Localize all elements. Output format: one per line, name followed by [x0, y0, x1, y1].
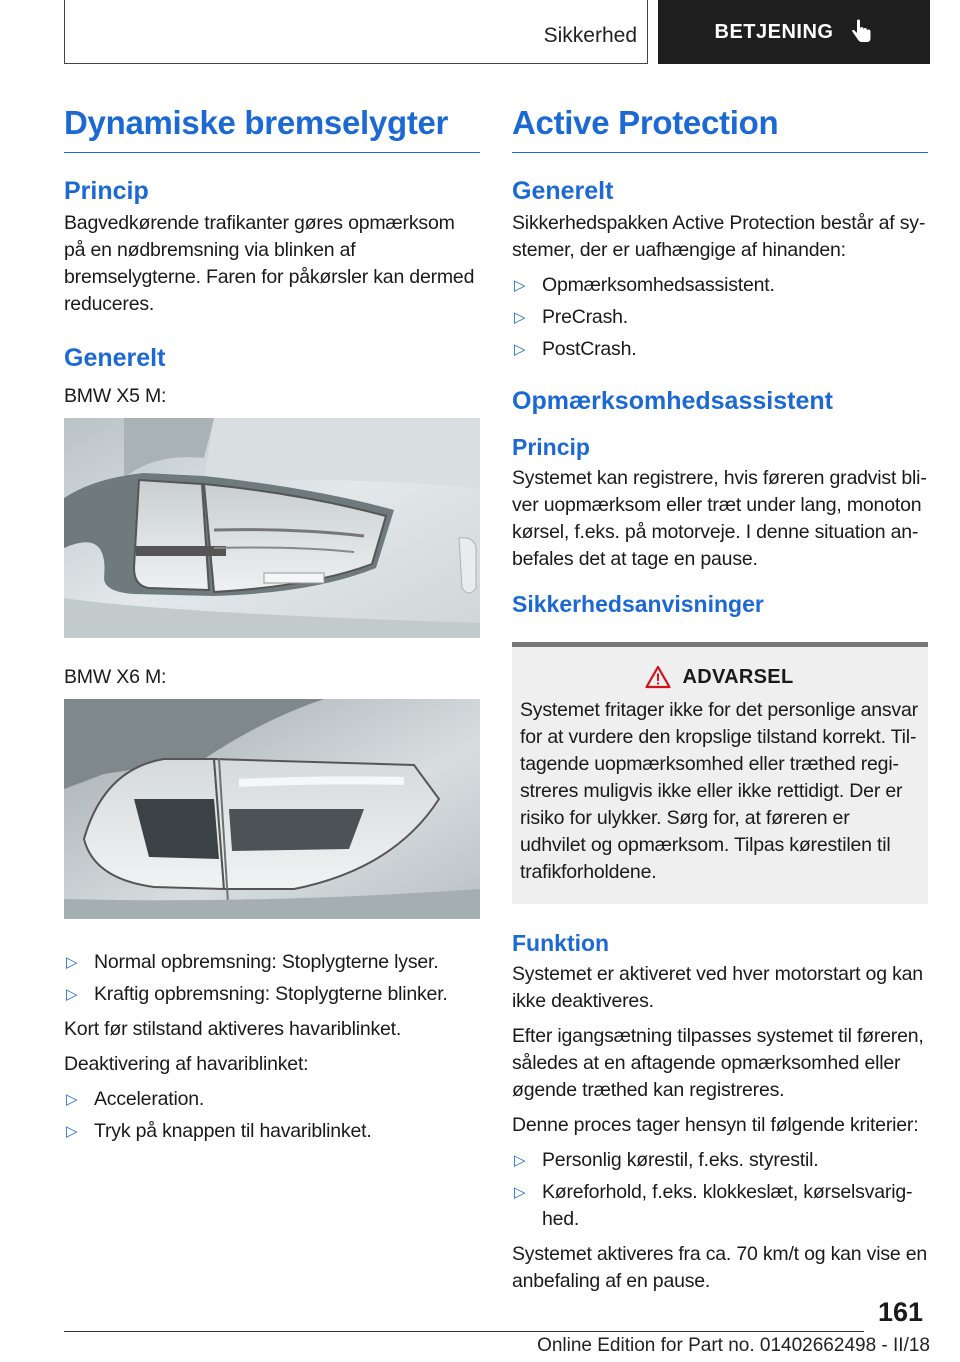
chapter-tab	[658, 0, 930, 64]
list-item: ▷ Kraftig opbremsning: Stoplygterne blinker.	[64, 981, 480, 1008]
x6-label: BMW X6 M:	[64, 666, 167, 688]
ap-systems-list	[512, 272, 928, 363]
page-header	[64, 0, 930, 64]
funktion-text-4: Systemet aktiveres fra ca. 70 km/t og kan vise en anbefaling af en pause.	[512, 1243, 928, 1292]
triangle-bullet-icon: ▷	[66, 954, 78, 971]
heading-funktion: Funktion	[512, 930, 610, 956]
section-tab	[64, 0, 648, 64]
page-number: 161	[878, 1297, 924, 1327]
triangle-bullet-icon: ▷	[514, 1184, 526, 1201]
criteria-list	[512, 1147, 928, 1233]
triangle-bullet-icon: ▷	[66, 1091, 78, 1108]
list-item: ▷ Acceleration.	[64, 1086, 480, 1113]
deactivation-list	[64, 1086, 480, 1145]
list-item: ▷ Tryk på knappen til havariblinket.	[64, 1118, 480, 1145]
triangle-bullet-icon: ▷	[514, 309, 526, 326]
heading-generelt: Generelt	[64, 344, 166, 372]
heading-princip-assistent: Princip	[512, 434, 590, 460]
funktion-text-3: Denne proces tager hensyn til følgende kriterier:	[512, 1114, 919, 1136]
list-item: ▷ Opmærksomhedsassistent.	[512, 272, 928, 299]
section-title: Sikkerhed	[543, 24, 637, 47]
funktion-text-2: Efter igangsætning tilpasses systemet til føreren, således at en aftagende opmærksomhed eller øgende træthed kan registreres.	[512, 1025, 924, 1101]
x5-taillight-image	[64, 418, 480, 638]
funktion-text-1: Systemet er aktiveret ved hver motorstart og kan ikke deaktiveres.	[512, 963, 923, 1012]
x5-label: BMW X5 M:	[64, 385, 167, 407]
list-item: ▷ PostCrash.	[512, 336, 928, 363]
edition-text: Online Edition for Part no. 01402662498 - II/18	[537, 1335, 930, 1356]
footer-divider	[64, 1331, 864, 1332]
triangle-bullet-icon: ▷	[514, 1152, 526, 1169]
hand-pointer-icon	[851, 19, 873, 45]
princip-text: Bagvedkørende trafikanter gøres opmærksom på en nødbremsning via blinken af bremselygterne. Faren for påkørsler kan dermed reduceres.	[64, 212, 475, 315]
triangle-bullet-icon: ▷	[514, 341, 526, 358]
hazard-activation-text: Kort før stilstand aktiveres havariblinket.	[64, 1018, 402, 1040]
chapter-heading-brake-lights: Dynamiske bremselygter	[64, 104, 480, 153]
list-item: ▷ Køreforhold, f.eks. klokkeslæt, kørselsvarighed.	[514, 1181, 913, 1230]
heading-princip: Princip	[64, 177, 149, 205]
princip-assistent-text: Systemet kan registrere, hvis føreren gradvist bliver uopmærksom eller træt under lang, monoton kørsel, f.eks. på motorveje. I denne situation anbefales det at tage en pause.	[512, 467, 927, 570]
warning-title-row	[520, 665, 918, 689]
list-item: ▷ Personlig kørestil, f.eks. styrestil.	[512, 1147, 928, 1174]
left-column	[64, 104, 480, 1153]
right-column	[512, 104, 928, 1303]
chapter-heading-active-protection: Active Protection	[512, 104, 928, 153]
heading-opmaerksomhedsassistent: Opmærksomhedsassistent	[512, 387, 833, 415]
warning-triangle-icon	[645, 665, 671, 689]
hazard-deactivation-text: Deaktivering af havariblinket:	[64, 1053, 309, 1075]
chapter-title: BETJENING	[714, 20, 834, 43]
heading-sikkerhedsanvisninger: Sikkerhedsanvisninger	[512, 591, 764, 617]
triangle-bullet-icon: ▷	[66, 986, 78, 1003]
warning-title: ADVARSEL	[682, 665, 794, 688]
warning-text: Systemet fritager ikke for det personlige ansvar for at vurdere den kropslige tilstand korrekt. Tiltagende uopmærksomhed eller træthed registreres muligvis ikke eller ikke rettidigt. Der er risiko for ulykker. Sørg for, at føreren er udhvilet og opmærksom. Tilpas kørestilen til trafikforholdene.	[520, 699, 918, 883]
triangle-bullet-icon: ▷	[514, 277, 526, 294]
list-item: ▷ Normal opbremsning: Stoplygterne lyser.	[64, 949, 480, 976]
warning-box	[512, 642, 928, 904]
triangle-bullet-icon: ▷	[66, 1123, 78, 1140]
heading-generelt-ap: Generelt	[512, 177, 614, 205]
x6-taillight-image	[64, 699, 480, 919]
brake-behavior-list	[64, 949, 480, 1008]
list-item: ▷ PreCrash.	[512, 304, 928, 331]
generelt-ap-text: Sikkerhedspakken Active Protection består af systemer, der er uafhængige af hinanden:	[512, 212, 926, 261]
